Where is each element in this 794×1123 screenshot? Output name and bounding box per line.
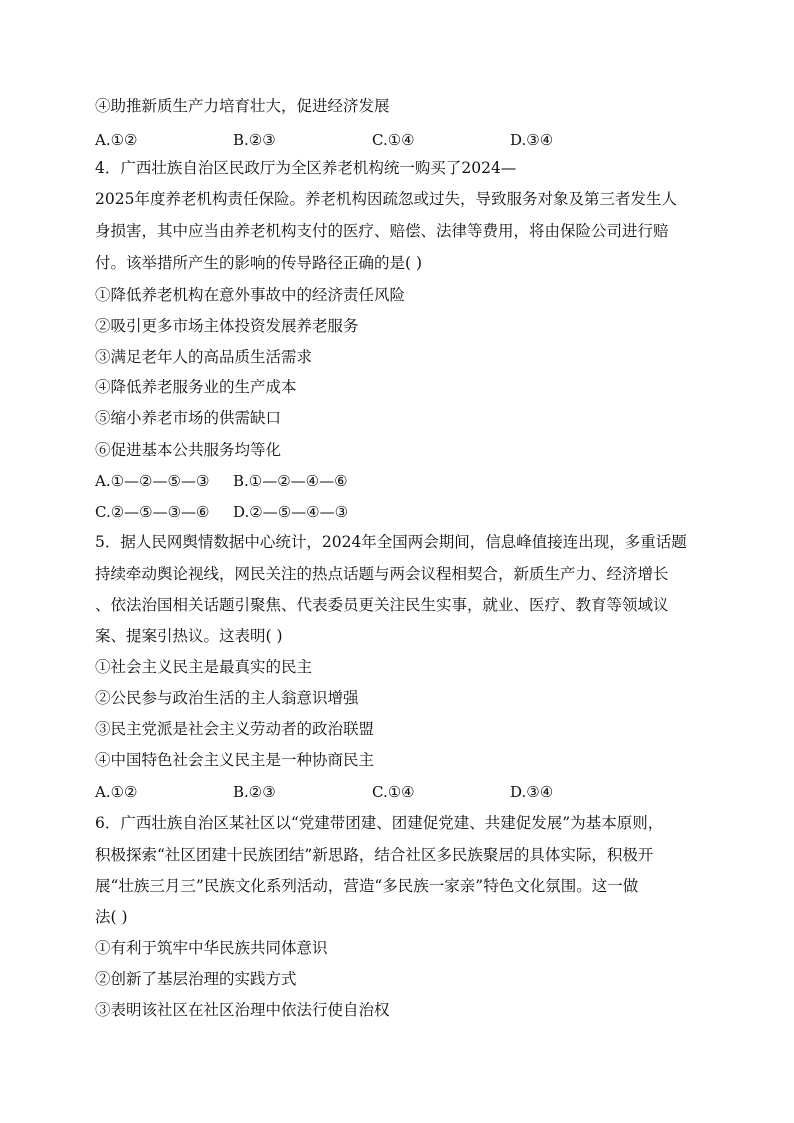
q4-answer-c: C.②—⑤—③—⑥ (95, 503, 210, 521)
q5-stem-line-1: 5．据人民网舆情数据中心统计，2024年全国两会期间，信息峰值接连出现，多重话题 (95, 533, 687, 551)
q4-answer-a: A.①—②—⑤—③ (95, 472, 210, 490)
q5-stem-line-4: 案、提案引热议。这表明( ) (95, 627, 283, 645)
q4-option-6: ⑥促进基本公共服务均等化 (95, 441, 282, 459)
q5-answer-c: C.①④ (372, 783, 415, 801)
q4-option-2: ②吸引更多市场主体投资发展养老服务 (95, 317, 359, 335)
q4-option-1: ①降低养老机构在意外事故中的经济责任风险 (95, 286, 406, 304)
q5-answer-d: D.③④ (510, 783, 554, 801)
q5-option-4: ④中国特色社会主义民主是一种协商民主 (95, 751, 375, 769)
q3-answer-a: A.①② (95, 131, 138, 149)
q4-answer-b: B.①—②—④—⑥ (233, 472, 348, 490)
q4-answer-d: D.②—⑤—④—③ (233, 503, 349, 521)
q4-stem-line-4: 付。该举措所产生的影响的传导路径正确的是( ) (95, 254, 423, 272)
q4-stem-line-1: 4．广西壮族自治区民政厅为全区养老机构统一购买了2024— (95, 159, 517, 177)
q6-stem-line-2: 积极探索“社区团建十民族团结”新思路，结合社区多民族聚居的具体实际，积极开 (95, 846, 654, 864)
q6-stem-line-4: 法( ) (95, 908, 128, 926)
q6-stem-line-3: 展“壮族三月三”民族文化系列活动，营造“多民族一家亲”特色文化氛围。这一做 (95, 877, 639, 895)
q5-answer-b: B.②③ (233, 783, 276, 801)
q3-answer-b: B.②③ (233, 131, 276, 149)
q3-answer-c: C.①④ (372, 131, 415, 149)
q6-stem-line-1: 6．广西壮族自治区某社区以“党建带团建、团建促党建、共建促发展”为基本原则， (95, 814, 664, 832)
q3-answer-d: D.③④ (510, 131, 554, 149)
q5-option-1: ①社会主义民主是最真实的民主 (95, 658, 313, 676)
q4-option-5: ⑤缩小养老市场的供需缺口 (95, 409, 282, 427)
q5-stem-line-2: 持续牵动舆论视线，网民关注的热点话题与两会议程相契合，新质生产力、经济增长 (95, 565, 669, 583)
q4-option-3: ③满足老年人的高品质生活需求 (95, 348, 313, 366)
q4-option-4: ④降低养老服务业的生产成本 (95, 378, 297, 396)
q4-stem-line-2: 2025年度养老机构责任保险。养老机构因疏忽或过失，导致服务对象及第三者发生人 (95, 190, 677, 208)
q5-option-3: ③民主党派是社会主义劳动者的政治联盟 (95, 720, 375, 738)
q5-option-2: ②公民参与政治生活的主人翁意识增强 (95, 689, 359, 707)
q3-option-4: ④助推新质生产力培育壮大，促进经济发展 (95, 97, 390, 115)
q5-stem-line-3: 、依法治国相关话题引聚焦、代表委员更关注民生实事，就业、医疗、教育等领域议 (95, 596, 669, 614)
q5-answer-a: A.①② (95, 783, 138, 801)
q6-option-2: ②创新了基层治理的实践方式 (95, 970, 297, 988)
q6-option-1: ①有利于筑牢中华民族共同体意识 (95, 939, 328, 957)
q6-option-3: ③表明该社区在社区治理中依法行使自治权 (95, 1001, 390, 1019)
q4-stem-line-3: 身损害，其中应当由养老机构支付的医疗、赔偿、法律等费用，将由保险公司进行赔 (95, 222, 669, 240)
